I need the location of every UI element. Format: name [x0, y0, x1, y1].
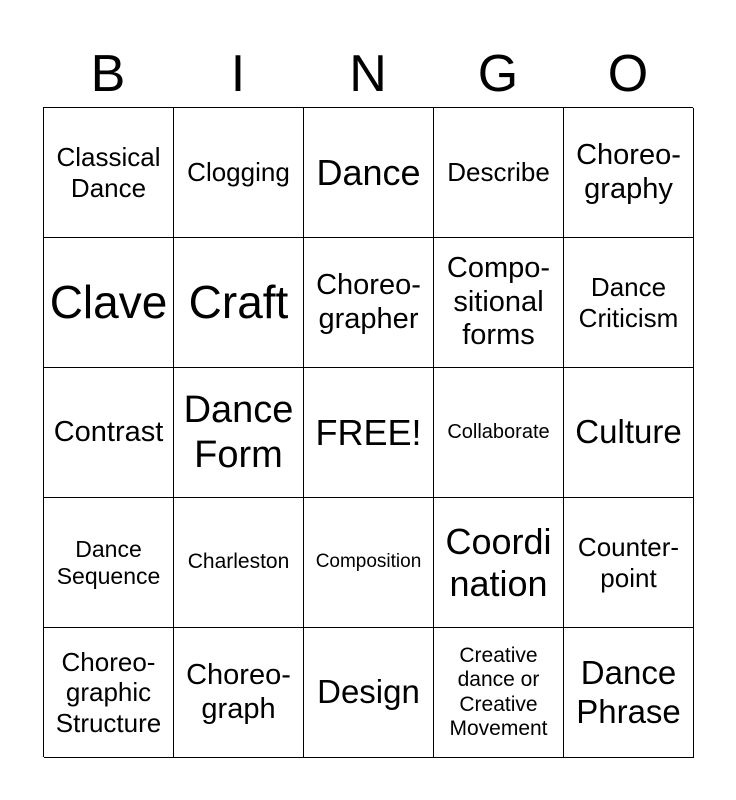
header-letter-g: G [477, 45, 519, 103]
bingo-cell[interactable] [44, 368, 174, 498]
bingo-cell-text: Craft [188, 275, 289, 328]
bingo-cell-text: Compo- sitional forms [446, 252, 551, 352]
bingo-cell[interactable] [44, 628, 174, 758]
bingo-cell[interactable] [304, 628, 434, 758]
bingo-cell-text: Clave [49, 275, 168, 328]
bingo-cell[interactable] [174, 368, 304, 498]
bingo-cell[interactable] [304, 368, 434, 498]
bingo-cell[interactable] [174, 108, 304, 238]
bingo-cell[interactable] [564, 628, 694, 758]
header-letter-n: N [349, 45, 387, 103]
bingo-header [43, 42, 693, 106]
bingo-cell[interactable] [174, 498, 304, 628]
bingo-cell[interactable] [564, 238, 694, 368]
bingo-cell-text: Design [317, 673, 420, 711]
bingo-cell[interactable] [174, 628, 304, 758]
bingo-cell-text: FREE! [315, 411, 422, 453]
bingo-cell-text: Clogging [187, 157, 290, 188]
bingo-cell[interactable] [44, 108, 174, 238]
bingo-cell[interactable] [564, 368, 694, 498]
bingo-cell[interactable] [304, 238, 434, 368]
bingo-cell-text: Counter- point [577, 532, 680, 593]
bingo-cell-text: Choreo- graph [186, 658, 291, 725]
header-letter-o: O [607, 45, 649, 103]
bingo-cell[interactable] [564, 108, 694, 238]
bingo-cell[interactable] [174, 238, 304, 368]
bingo-cell[interactable] [434, 368, 564, 498]
bingo-cell[interactable] [434, 238, 564, 368]
bingo-cell-text: Dance Criticism [578, 272, 679, 333]
header-letter-b: B [90, 45, 126, 103]
bingo-cell[interactable] [44, 498, 174, 628]
bingo-cell[interactable] [44, 238, 174, 368]
bingo-cell-text: Classical Dance [56, 142, 161, 203]
bingo-cell-text: Choreo- grapher [316, 268, 421, 335]
bingo-cell-text: Dance Form [183, 389, 294, 476]
bingo-cell[interactable] [304, 108, 434, 238]
bingo-cell-text: Charleston [187, 550, 290, 574]
bingo-cell[interactable] [304, 498, 434, 628]
bingo-cell-text: Choreo- graphy [576, 138, 681, 205]
bingo-cell[interactable] [434, 498, 564, 628]
bingo-cell-text: Collaborate [447, 420, 550, 443]
bingo-cell-text: Composition [315, 551, 422, 573]
bingo-cell-text: Choreo- graphic Structure [55, 647, 162, 738]
bingo-cell[interactable] [434, 628, 564, 758]
bingo-cell[interactable] [434, 108, 564, 238]
bingo-cell-text: Dance [316, 151, 421, 193]
bingo-cell-text: Contrast [53, 415, 164, 448]
bingo-cell-text: Dance Phrase [576, 654, 681, 730]
bingo-grid [43, 107, 693, 757]
bingo-cell-text: Culture [575, 413, 682, 451]
bingo-cell-text: Coordi nation [445, 520, 552, 604]
bingo-cell-text: Dance Sequence [56, 535, 161, 589]
bingo-cell-text: Describe [447, 157, 550, 188]
bingo-cell[interactable] [564, 498, 694, 628]
header-letter-i: I [230, 45, 246, 103]
bingo-cell-text: Creative dance or Creative Movement [449, 643, 548, 740]
